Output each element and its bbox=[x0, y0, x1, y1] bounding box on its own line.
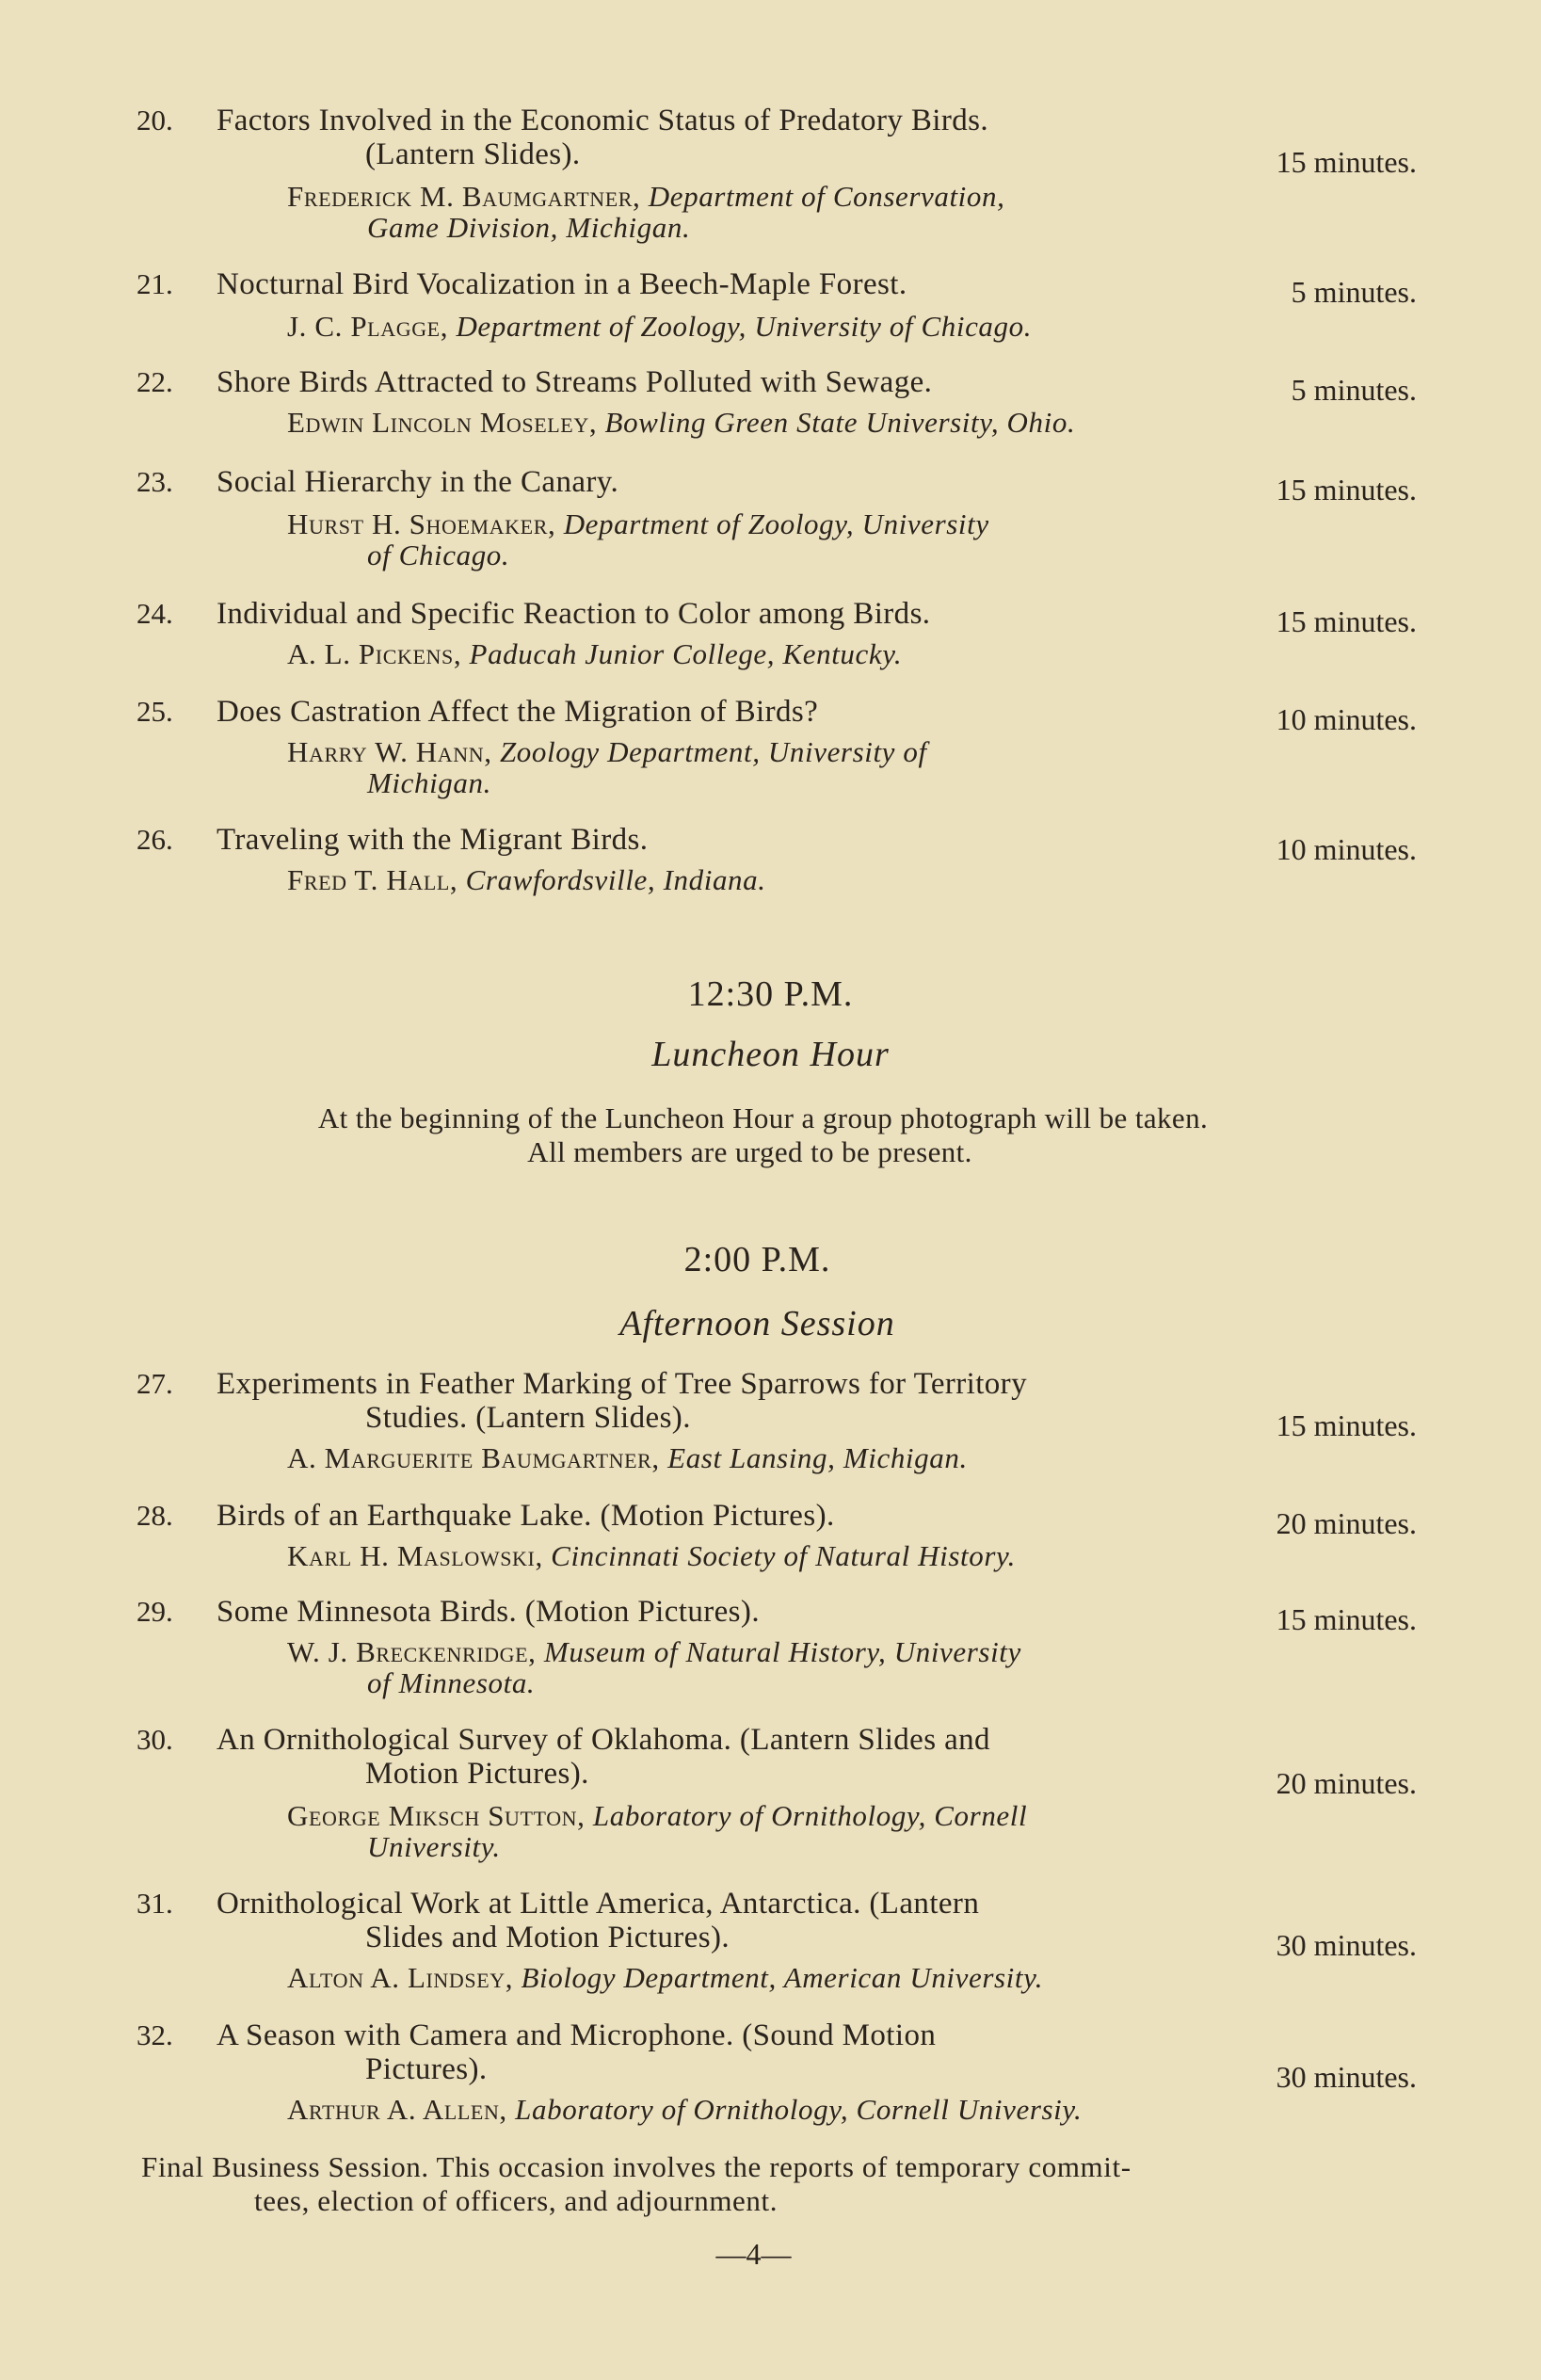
entry-title bbox=[217, 1499, 1252, 1533]
author-name: Alton A. Lindsey, bbox=[287, 1961, 514, 1994]
author-name: Frederick M. Baumgartner, bbox=[287, 180, 641, 213]
entry-title bbox=[217, 695, 1252, 729]
entry-title-line: Slides and Motion Pictures). bbox=[365, 1921, 730, 1954]
entry-author bbox=[287, 638, 1323, 669]
entry-duration: 5 minutes. bbox=[1291, 373, 1417, 407]
entry-title-line: Shore Birds Attracted to Streams Polluted with Sewage. bbox=[217, 365, 933, 399]
entry-title-line: An Ornithological Survey of Oklahoma. (Lantern Slides and bbox=[217, 1723, 990, 1757]
entry-number: 27. bbox=[136, 1367, 173, 1400]
author-name: J. C. Plagge, bbox=[287, 310, 449, 343]
final-business-session bbox=[141, 2150, 1412, 2218]
entry-author bbox=[287, 1636, 1323, 1698]
entry-author bbox=[287, 181, 1323, 243]
entry-author bbox=[287, 1442, 1323, 1473]
author-name: Edwin Lincoln Moseley, bbox=[287, 406, 598, 439]
entry-title-line: Ornithological Work at Little America, Antarctica. (Lantern bbox=[217, 1887, 980, 1921]
entry-number: 25. bbox=[136, 695, 173, 728]
author-affiliation: Department of Zoology, University bbox=[563, 507, 989, 540]
entry-author bbox=[287, 736, 1323, 798]
entry-title bbox=[217, 597, 1252, 631]
entry-number: 21. bbox=[136, 267, 173, 300]
author-affiliation: Game Division, Michigan. bbox=[367, 211, 691, 244]
author-name: Arthur A. Allen, bbox=[287, 2093, 507, 2126]
entry-author bbox=[287, 311, 1323, 342]
author-affiliation: Biology Department, American University. bbox=[521, 1961, 1044, 1994]
entry-number: 31. bbox=[136, 1887, 173, 1920]
entry-number: 32. bbox=[136, 2018, 173, 2051]
entry-author bbox=[287, 508, 1323, 571]
author-name: Karl H. Maslowski, bbox=[287, 1539, 543, 1572]
entry-number: 26. bbox=[136, 823, 173, 856]
entry-title bbox=[217, 1887, 1252, 1954]
author-affiliation: Crawfordsville, Indiana. bbox=[465, 863, 766, 896]
author-affiliation: Michigan. bbox=[367, 766, 491, 799]
entry-title-line: Does Castration Affect the Migration of Birds? bbox=[217, 695, 819, 729]
entry-duration: 30 minutes. bbox=[1276, 2060, 1417, 2094]
author-affiliation: Bowling Green State University, Ohio. bbox=[604, 406, 1076, 439]
author-affiliation: Museum of Natural History, University bbox=[543, 1635, 1021, 1668]
entry-title-line: Experiments in Feather Marking of Tree Sparrows for Territory bbox=[217, 1367, 1027, 1401]
page-number: —4— bbox=[715, 2237, 792, 2271]
author-affiliation: East Lansing, Michigan. bbox=[667, 1441, 968, 1474]
entry-duration: 20 minutes. bbox=[1276, 1506, 1417, 1540]
entry-title-line: Factors Involved in the Economic Status of Predatory Birds. bbox=[217, 104, 989, 137]
author-affiliation: Laboratory of Ornithology, Cornell bbox=[592, 1799, 1028, 1832]
entry-duration: 30 minutes. bbox=[1276, 1928, 1417, 1962]
entry-duration: 15 minutes. bbox=[1276, 604, 1417, 638]
entry-title bbox=[217, 104, 1252, 171]
author-name: W. J. Breckenridge, bbox=[287, 1635, 537, 1668]
author-affiliation: University. bbox=[367, 1830, 501, 1863]
entry-title-line: Pictures). bbox=[365, 2052, 488, 2086]
entry-duration: 10 minutes. bbox=[1276, 702, 1417, 736]
entry-duration: 15 minutes. bbox=[1276, 1408, 1417, 1442]
entry-duration: 15 minutes. bbox=[1276, 473, 1417, 507]
entry-title-line: Birds of an Earthquake Lake. (Motion Pictures). bbox=[217, 1499, 835, 1533]
luncheon-title: Luncheon Hour bbox=[651, 1035, 890, 1074]
entry-title-line: (Lantern Slides). bbox=[365, 137, 581, 171]
entry-author bbox=[287, 407, 1323, 438]
entry-title-line: Traveling with the Migrant Birds. bbox=[217, 823, 649, 857]
entry-number: 29. bbox=[136, 1595, 173, 1628]
author-name: A. Marguerite Baumgartner, bbox=[287, 1441, 660, 1474]
entry-title bbox=[217, 267, 1252, 301]
entry-number: 23. bbox=[136, 465, 173, 498]
luncheon-time: 12:30 P.M. bbox=[687, 974, 854, 1014]
entry-title bbox=[217, 1595, 1252, 1629]
author-name: A. L. Pickens, bbox=[287, 637, 462, 670]
entry-title-line: Motion Pictures). bbox=[365, 1757, 589, 1791]
entry-title bbox=[217, 1723, 1252, 1791]
author-name: Harry W. Hann, bbox=[287, 735, 492, 768]
entry-title bbox=[217, 365, 1252, 399]
final-session-line: tees, election of officers, and adjournment. bbox=[254, 2184, 779, 2217]
entry-number: 28. bbox=[136, 1499, 173, 1532]
entry-title bbox=[217, 465, 1252, 499]
luncheon-note: At the beginning of the Luncheon Hour a group photograph will be taken. bbox=[317, 1102, 1209, 1134]
entry-author bbox=[287, 1540, 1323, 1571]
entry-title bbox=[217, 823, 1252, 857]
entry-duration: 15 minutes. bbox=[1276, 145, 1417, 179]
author-affiliation: Paducah Junior College, Kentucky. bbox=[469, 637, 903, 670]
entry-number: 22. bbox=[136, 365, 173, 398]
author-affiliation: Laboratory of Ornithology, Cornell Universiy. bbox=[515, 2093, 1083, 2126]
entry-author bbox=[287, 1800, 1323, 1862]
entry-author bbox=[287, 2094, 1323, 2125]
entry-number: 30. bbox=[136, 1723, 173, 1756]
entry-title bbox=[217, 1367, 1252, 1435]
author-affiliation: of Chicago. bbox=[367, 539, 510, 571]
entry-title-line: Studies. (Lantern Slides). bbox=[365, 1401, 691, 1435]
author-affiliation: Department of Conservation, bbox=[648, 180, 1005, 213]
entry-title-line: Some Minnesota Birds. (Motion Pictures). bbox=[217, 1595, 760, 1629]
afternoon-time: 2:00 P.M. bbox=[683, 1240, 831, 1279]
entry-number: 20. bbox=[136, 104, 173, 137]
entry-title-line: A Season with Camera and Microphone. (Sound Motion bbox=[217, 2018, 937, 2052]
entry-duration: 15 minutes. bbox=[1276, 1602, 1417, 1636]
entry-title bbox=[217, 2018, 1252, 2086]
entry-duration: 10 minutes. bbox=[1276, 832, 1417, 866]
author-name: George Miksch Sutton, bbox=[287, 1799, 586, 1832]
luncheon-note: All members are urged to be present. bbox=[527, 1135, 972, 1168]
author-affiliation: of Minnesota. bbox=[367, 1666, 536, 1699]
author-affiliation: Department of Zoology, University of Chicago. bbox=[456, 310, 1033, 343]
final-session-line: Final Business Session. This occasion involves the reports of temporary commit- bbox=[141, 2150, 1132, 2183]
author-name: Hurst H. Shoemaker, bbox=[287, 507, 556, 540]
author-affiliation: Cincinnati Society of Natural History. bbox=[551, 1539, 1016, 1572]
entry-title-line: Nocturnal Bird Vocalization in a Beech-Maple Forest. bbox=[217, 267, 907, 301]
author-affiliation: Zoology Department, University of bbox=[499, 735, 927, 768]
entry-title-line: Individual and Specific Reaction to Color among Birds. bbox=[217, 597, 931, 631]
entry-author bbox=[287, 864, 1323, 895]
entry-duration: 5 minutes. bbox=[1291, 275, 1417, 309]
entry-title-line: Social Hierarchy in the Canary. bbox=[217, 465, 619, 499]
entry-duration: 20 minutes. bbox=[1276, 1766, 1417, 1800]
entry-author bbox=[287, 1962, 1323, 1993]
author-name: Fred T. Hall, bbox=[287, 863, 458, 896]
afternoon-title: Afternoon Session bbox=[619, 1304, 895, 1343]
entry-number: 24. bbox=[136, 597, 173, 630]
